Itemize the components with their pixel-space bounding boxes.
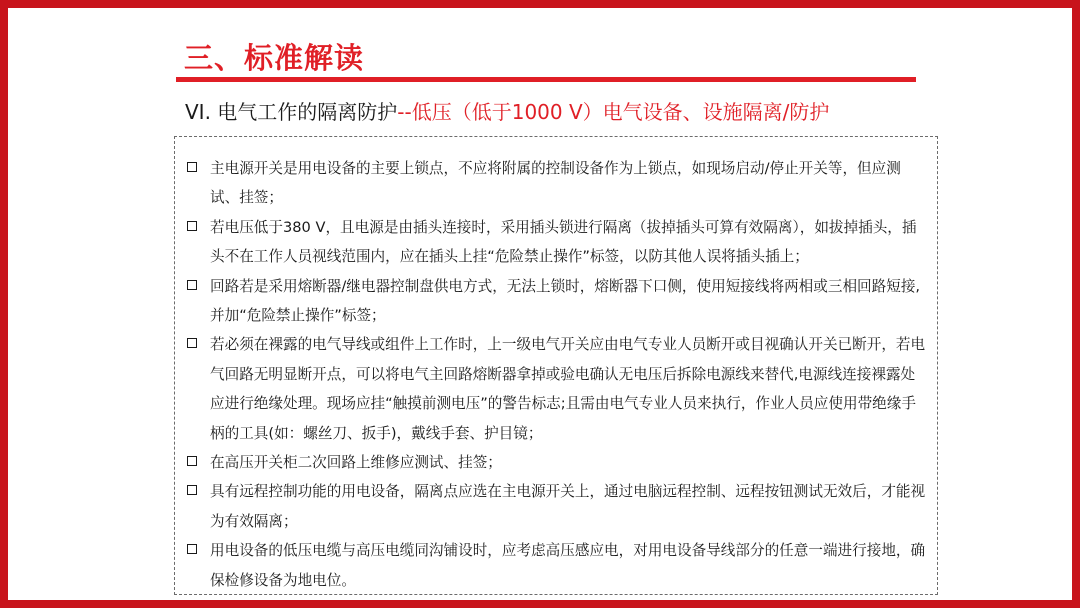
list-item-text: 具有远程控制功能的用电设备，隔离点应选在主电源开关上，通过电脑远程控制、远程按钮测试无效后，才能视为有效隔离； [210,483,926,530]
square-bullet-icon [187,456,197,466]
list-item-text: 在高压开关柜二次回路上维修应测试、挂签； [210,454,502,472]
list-item [184,213,928,272]
slide-title: 三、标准解读 [184,41,365,75]
rule-list [184,154,928,595]
list-item [184,330,928,448]
list-item-text: 回路若是采用熔断器/继电器控制盘供电方式，无法上锁时，熔断器下口侧，使用短接线将两相或三相回路短接,并加“危险禁止操作”标签； [210,277,921,325]
list-item [184,477,928,536]
list-item [184,154,928,213]
subtitle-prefix: VI. 电气工作的隔离防护 [185,100,398,124]
list-item-text: 若电压低于380 V，且电源是由插头连接时，采用插头锁进行隔离（拔掉插头可算有效隔离），如拔掉插头，插头不在工作人员视线范围内，应在插头上挂“危险禁止操作”标签，以防其他人误将插头插上； [210,218,917,266]
subtitle-highlight: --低压（低于1000 V）电气设备、设施隔离/防护 [397,100,830,124]
list-item [184,272,928,331]
list-item-text: 若必须在裸露的电气导线或组件上工作时，上一级电气开关应由电气专业人员断开或目视确认开关已断开，若电气回路无明显断开点，可以将电气主回路熔断器拿掉或验电确认无电压后拆除电源线来替代,电源线连接裸露处应进行绝缘处理。现场应挂“触摸前测电压”的警告标志;且需由电气专业人员来执行，作业人员应使用带绝缘手柄的工具(如：螺丝刀、扳手)，戴线手套、护目镜； [210,336,926,442]
square-bullet-icon [187,338,197,348]
list-item [184,536,928,595]
square-bullet-icon [187,280,197,290]
square-bullet-icon [187,544,197,554]
list-item-text: 用电设备的低压电缆与高压电缆同沟铺设时，应考虑高压感应电，对用电设备导线部分的任意一端进行接地，确保检修设备为地电位。 [210,542,926,589]
section-subtitle [185,96,829,125]
square-bullet-icon [187,162,197,172]
square-bullet-icon [187,485,197,495]
square-bullet-icon [187,221,197,231]
list-item [184,448,928,477]
list-item-text: 主电源开关是用电设备的主要上锁点，不应将附属的控制设备作为上锁点，如现场启动/停止开关等，但应测试、挂签； [210,160,901,207]
title-underline [176,77,916,82]
